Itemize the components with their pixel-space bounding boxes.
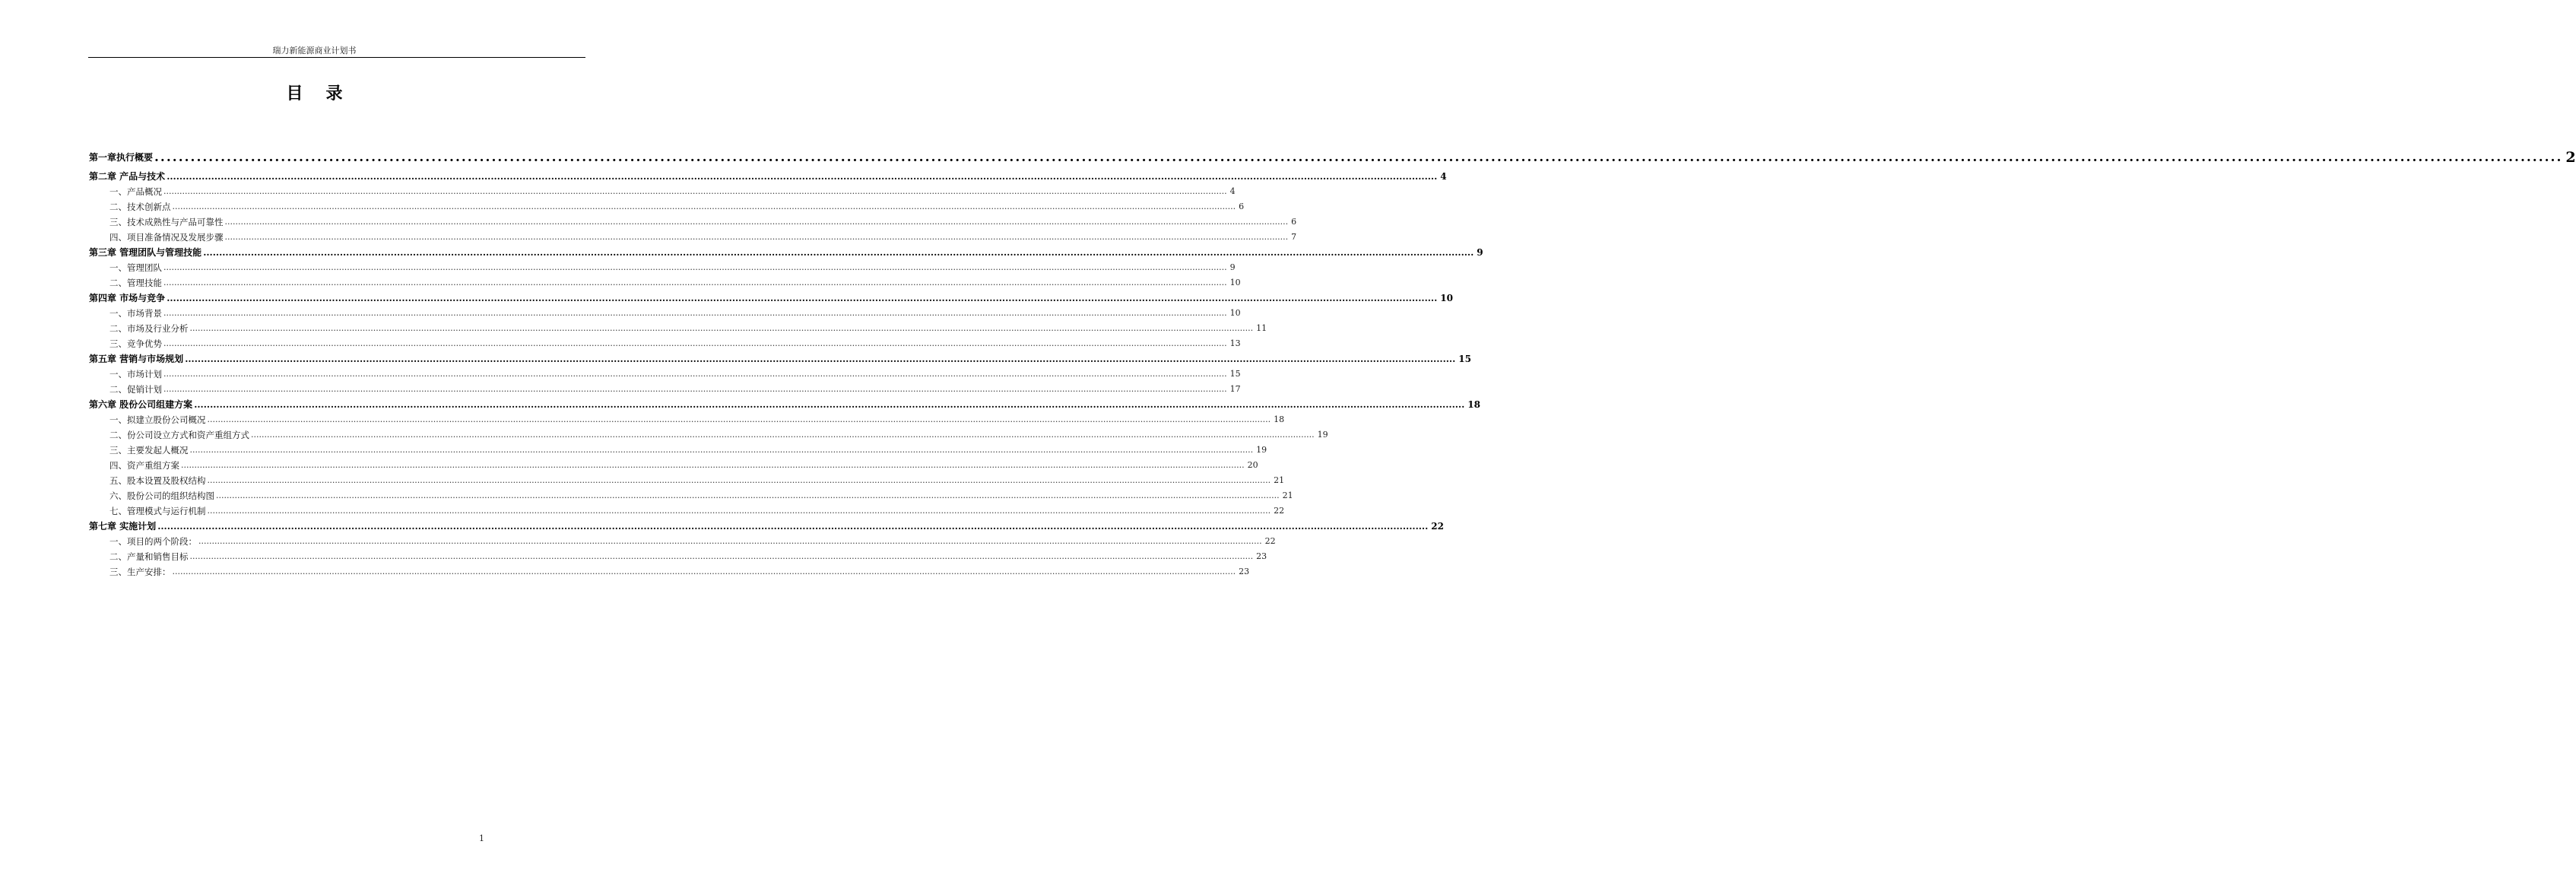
- toc-entry-page: 6: [1239, 202, 1245, 211]
- toc-entry-page: 23: [1256, 551, 1267, 561]
- dot-leader: ................................................................................................................................................................................................................................................................................................................................................................................................................: [207, 506, 1271, 516]
- toc-chapter-entry[interactable]: [89, 397, 1480, 412]
- toc-section-entry[interactable]: [89, 458, 1258, 473]
- toc-entry-page: 4: [1440, 171, 1447, 182]
- page-number: 1: [479, 833, 484, 843]
- toc-section-entry[interactable]: [89, 199, 1245, 214]
- toc-section-entry[interactable]: [89, 534, 1276, 549]
- dot-leader: ................................................................................................................................................................................................................................................................................................................................................................................................................: [163, 338, 1227, 348]
- dot-leader: ................................................................................................................................................................................................................................................................................................................................................................................................................: [157, 521, 1429, 532]
- toc-entry-label: 四、资产重组方案: [109, 460, 179, 471]
- toc-section-entry[interactable]: [89, 412, 1285, 427]
- toc-entry-page: 21: [1274, 475, 1285, 485]
- toc-chapter-entry[interactable]: [89, 245, 1483, 260]
- toc-entry-label: 第五章 营销与市场规划: [89, 354, 184, 364]
- toc-entry-page: 4: [1229, 186, 1236, 196]
- toc-entry-label: 第一章执行概要: [89, 152, 154, 163]
- toc-entry-label: 三、技术成熟性与产品可靠性: [109, 217, 224, 227]
- toc-section-entry[interactable]: [89, 503, 1285, 519]
- toc-section-entry[interactable]: [89, 336, 1241, 351]
- dot-leader: ................................................................................................................................................................................................................................................................................................................................................................................................................: [163, 262, 1227, 272]
- toc-section-entry[interactable]: [89, 549, 1267, 564]
- toc-entry-page: 19: [1256, 445, 1267, 455]
- toc-section-entry[interactable]: [89, 427, 1328, 443]
- dot-leader: ................................................................................................................................................................................................................................................................................................................................................................................................................: [172, 567, 1236, 576]
- toc-entry-page: 9: [1477, 247, 1483, 258]
- toc-entry-label: 三、竞争优势: [109, 338, 162, 349]
- toc-entry-page: 15: [1229, 369, 1241, 379]
- dot-leader: ................................................................................................................................................................................................................................................................................................................................................................................................................: [167, 171, 1438, 182]
- toc-entry-page: 18: [1274, 414, 1285, 424]
- toc-section-entry[interactable]: [89, 230, 1297, 245]
- toc-entry-label: 三、生产安排：: [109, 567, 171, 577]
- toc-entry-label: 一、拟建立股份公司概况: [109, 414, 206, 425]
- toc-chapter-entry[interactable]: [89, 169, 1447, 184]
- dot-leader: ................................................................................................................................................................................................................................................................................................................................................................................................................: [189, 445, 1254, 455]
- toc-entry-label: 六、股份公司的组织结构图: [109, 491, 214, 501]
- dot-leader: ................................................................................................................................................................................................................................................................................................................................................................................................................: [189, 323, 1254, 333]
- toc-entry-label: 二、市场及行业分析: [109, 323, 189, 334]
- toc-chapter-entry[interactable]: [89, 351, 1471, 367]
- toc-entry-label: 一、市场计划: [109, 369, 162, 379]
- running-header: 瑞力新能源商业计划书: [272, 46, 357, 56]
- toc-section-entry[interactable]: [89, 260, 1236, 275]
- toc-entry-label: 第四章 市场与竞争: [89, 293, 166, 303]
- toc-entry-page: 20: [1247, 460, 1258, 470]
- dot-leader: ................................................................................................................................................................................................................................................................................................................................................................................................................: [163, 278, 1227, 287]
- dot-leader: ................................................................................................................................................................................................................................................................................................................................................................................................................: [207, 414, 1271, 424]
- toc-chapter-entry[interactable]: [89, 519, 1444, 534]
- toc-entry-label: 二、产量和销售目标: [109, 551, 189, 562]
- toc-entry-label: 第三章 管理团队与管理技能: [89, 247, 202, 258]
- toc-section-entry[interactable]: [89, 275, 1241, 291]
- toc-entry-label: 一、项目的两个阶段：: [109, 536, 197, 547]
- toc-section-entry[interactable]: [89, 367, 1241, 382]
- table-of-contents: [89, 143, 2576, 579]
- dot-leader: ................................................................................................................................................................................................................................................................................................................................................................................................................: [172, 202, 1236, 211]
- toc-section-entry[interactable]: [89, 443, 1267, 458]
- toc-entry-label: 三、主要发起人概况: [109, 445, 189, 456]
- toc-entry-page: 22: [1264, 536, 1276, 546]
- toc-section-entry[interactable]: [89, 214, 1297, 230]
- toc-entry-label: 一、市场背景: [109, 308, 162, 319]
- dot-leader: ................................................................................................................................................................................................................................................................................................................................................................................................................: [198, 536, 1262, 546]
- dot-leader: ................................................................................................................................................................................................................................................................................................................................................................................................................: [194, 399, 1465, 410]
- toc-section-entry[interactable]: [89, 488, 1293, 503]
- dot-leader: ................................................................................................................................................................................................................................................................................................................................................................................................................: [163, 186, 1227, 196]
- dot-leader: ................................................................................................................................................................................................................................................................................................................................................................................................................: [163, 384, 1227, 394]
- dot-leader: ................................................................................................................................................................................................................................................................................................................................................................................................................: [163, 308, 1227, 318]
- toc-entry-page: 15: [1458, 354, 1471, 364]
- toc-section-entry[interactable]: [89, 473, 1285, 488]
- toc-entry-label: 第六章 股份公司组建方案: [89, 399, 193, 410]
- toc-entry-label: 五、股本设置及股权结构: [109, 475, 206, 486]
- toc-section-entry[interactable]: [89, 564, 1250, 579]
- toc-entry-label: 二、份公司设立方式和资产重组方式: [109, 430, 249, 440]
- dot-leader: ................................................................................................................................................................................................................................................................................................................................................................................................................: [224, 232, 1289, 242]
- toc-entry-page: 10: [1229, 308, 1241, 318]
- toc-entry-page: 6: [1291, 217, 1297, 227]
- toc-entry-page: 7: [1291, 232, 1297, 242]
- header-rule: [88, 57, 585, 58]
- toc-entry-label: 二、管理技能: [109, 278, 162, 288]
- toc-entry-page: 13: [1229, 338, 1241, 348]
- toc-entry-page: 2: [2565, 149, 2576, 166]
- toc-section-entry[interactable]: [89, 382, 1241, 397]
- toc-entry-label: 二、促销计划: [109, 384, 162, 395]
- toc-chapter-entry[interactable]: [89, 143, 2576, 169]
- toc-entry-page: 19: [1317, 430, 1328, 440]
- dot-leader: ................................................................................................................................................................................................................................................................................................................................................................................................................: [167, 293, 1438, 303]
- dot-leader: ................................................................................................................................................................................................................................................................................................................................................................................................................: [185, 354, 1456, 364]
- dot-leader: ................................................................................................................................................................................................................................................................................................................................................................................................................: [189, 551, 1254, 561]
- toc-entry-page: 21: [1282, 491, 1293, 500]
- dot-leader: ................................................................................................................................................................................................................................................................................................................................................................................................................: [163, 369, 1227, 379]
- toc-entry-page: 9: [1229, 262, 1236, 272]
- toc-entry-page: 10: [1229, 278, 1241, 287]
- toc-entry-label: 第七章 实施计划: [89, 521, 157, 532]
- dot-leader: ................................................................................................................................................................................................................................................................................................................................................................................................................: [154, 150, 2563, 165]
- toc-entry-page: 18: [1467, 399, 1480, 410]
- dot-leader: ................................................................................................................................................................................................................................................................................................................................................................................................................: [216, 491, 1280, 500]
- dot-leader: ................................................................................................................................................................................................................................................................................................................................................................................................................: [224, 217, 1289, 227]
- toc-entry-label: 一、产品概况: [109, 186, 162, 197]
- dot-leader: ................................................................................................................................................................................................................................................................................................................................................................................................................: [203, 247, 1474, 258]
- toc-entry-page: 11: [1256, 323, 1267, 333]
- toc-entry-page: 22: [1431, 521, 1444, 532]
- toc-entry-page: 23: [1239, 567, 1250, 576]
- toc-entry-page: 10: [1440, 293, 1453, 303]
- toc-entry-page: 17: [1229, 384, 1241, 394]
- toc-section-entry[interactable]: [89, 306, 1241, 321]
- dot-leader: ................................................................................................................................................................................................................................................................................................................................................................................................................: [181, 460, 1245, 470]
- toc-chapter-entry[interactable]: [89, 291, 1453, 306]
- toc-entry-page: 22: [1274, 506, 1285, 516]
- toc-section-entry[interactable]: [89, 321, 1267, 336]
- toc-entry-label: 二、技术创新点: [109, 202, 171, 212]
- toc-entry-label: 四、项目准备情况及发展步骤: [109, 232, 224, 243]
- dot-leader: ................................................................................................................................................................................................................................................................................................................................................................................................................: [251, 430, 1315, 440]
- toc-entry-label: 第二章 产品与技术: [89, 171, 166, 182]
- toc-section-entry[interactable]: [89, 184, 1236, 199]
- toc-entry-label: 七、管理模式与运行机制: [109, 506, 206, 516]
- toc-title: 目录: [286, 84, 366, 103]
- dot-leader: ................................................................................................................................................................................................................................................................................................................................................................................................................: [207, 475, 1271, 485]
- toc-entry-label: 一、管理团队: [109, 262, 162, 273]
